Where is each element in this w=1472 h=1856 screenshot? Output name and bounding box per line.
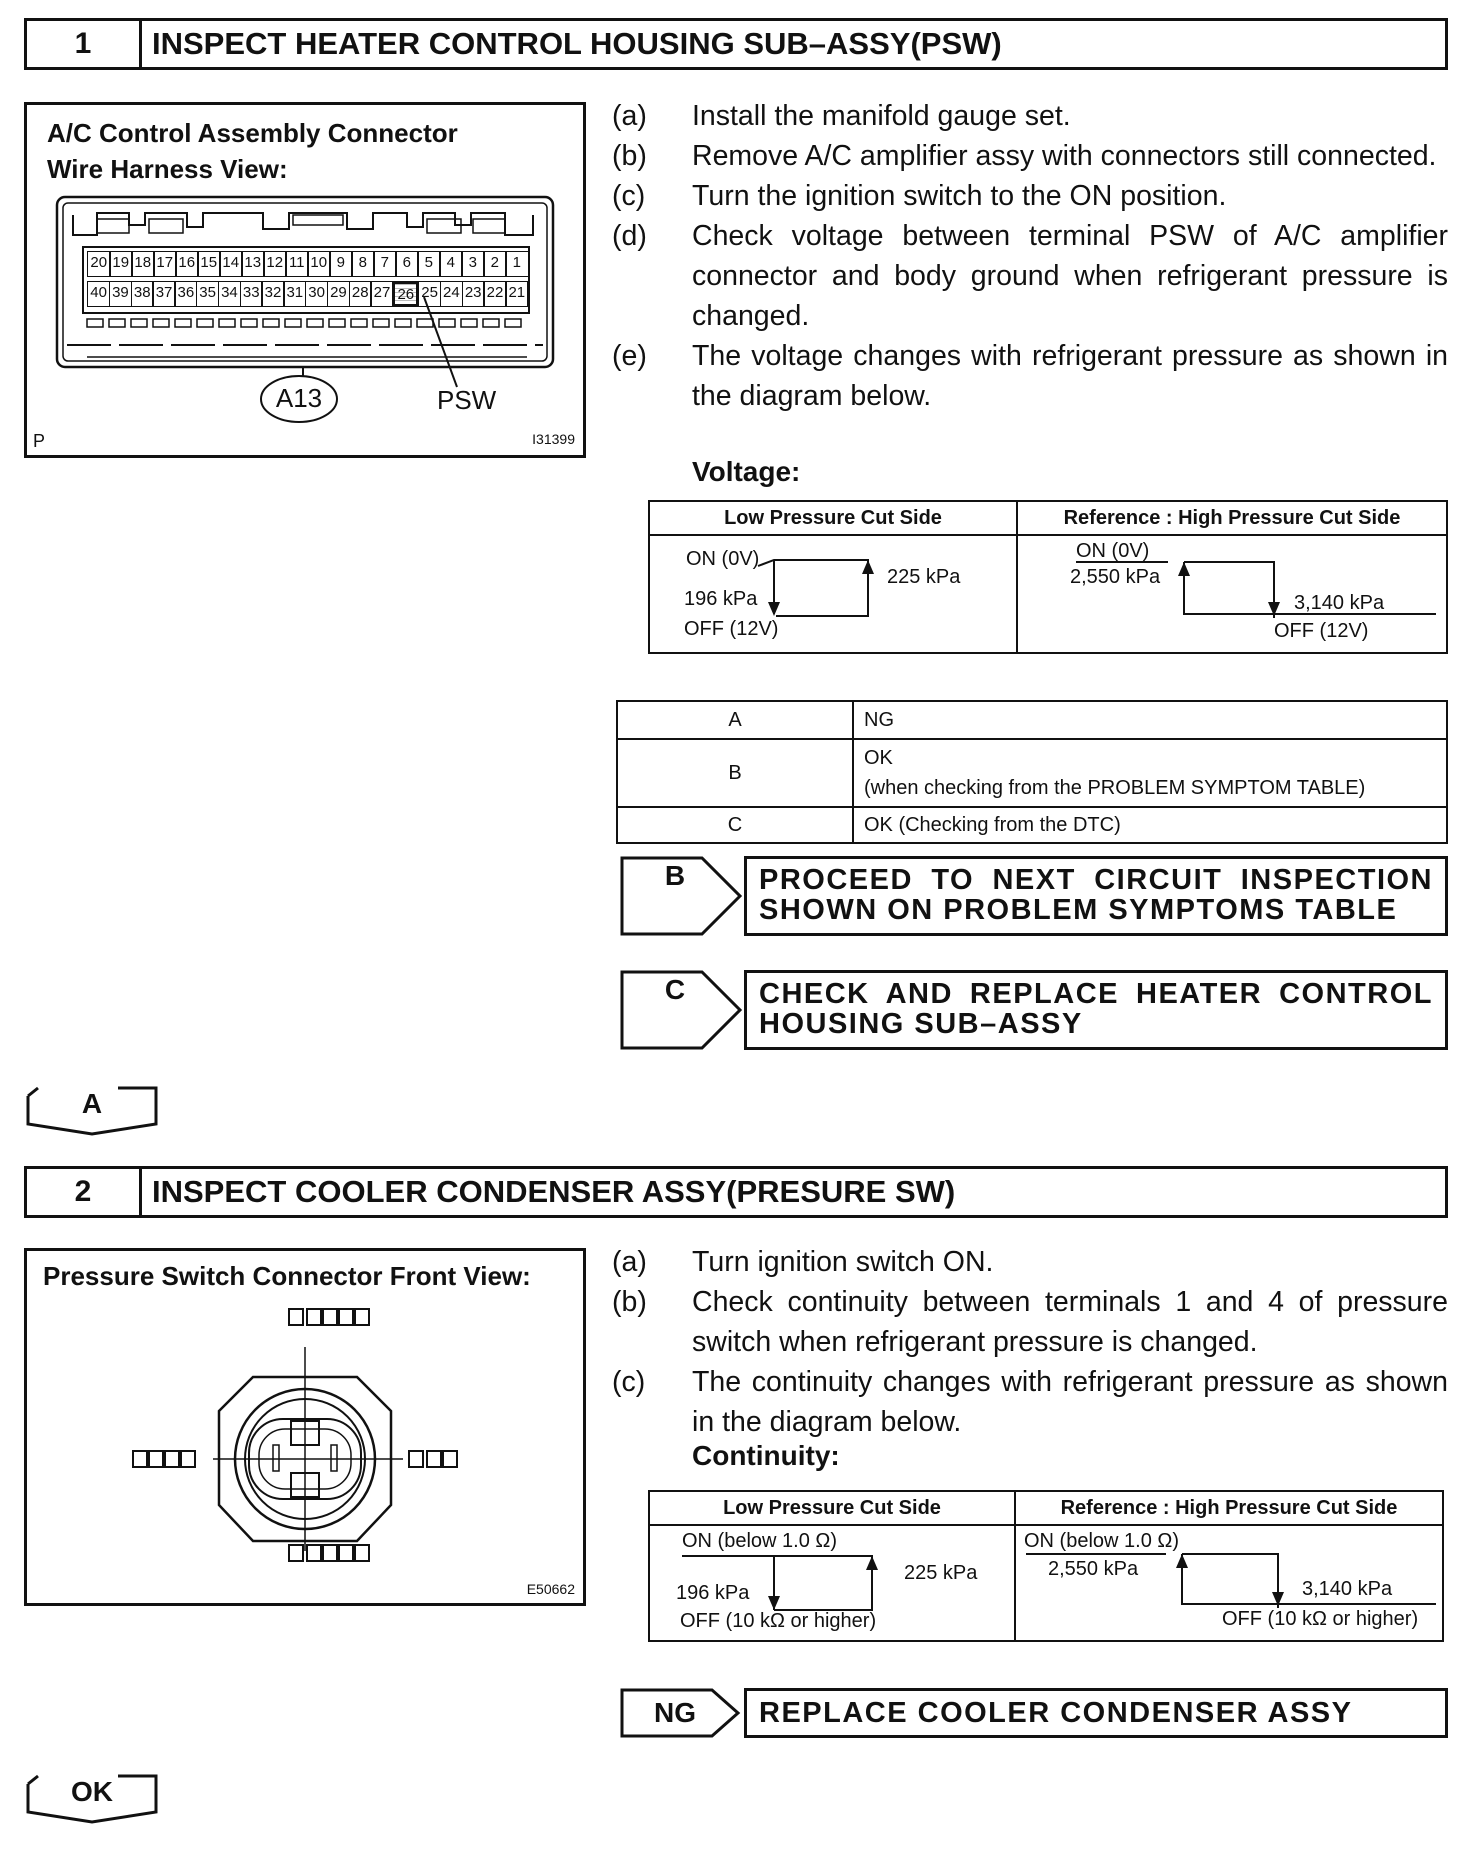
connector-pin: 6 [395, 251, 419, 277]
low-on-label: ON (below 1.0 Ω) [682, 1530, 837, 1552]
connector-pin: 12 [263, 251, 287, 277]
high-left-value: 2,550 kPa [1048, 1558, 1139, 1580]
connector-rib [329, 319, 345, 327]
low-rising-value: 225 kPa [887, 566, 961, 588]
high-off-label: OFF (10 kΩ or higher) [1222, 1608, 1419, 1630]
connector-rib [241, 319, 257, 327]
connector-rib [197, 319, 213, 327]
connector-rib [109, 319, 125, 327]
pressure-chart [648, 500, 1448, 654]
result-row: A NG [617, 701, 1447, 739]
low-falling-value: 196 kPa [676, 1582, 750, 1604]
connector-pin: 34 [218, 281, 241, 307]
connector-rib [483, 319, 499, 327]
connector-rib [505, 319, 521, 327]
corner-mark: P [33, 431, 46, 451]
action-result-label: NG [654, 1697, 696, 1728]
chart-caption: Continuity: [692, 1440, 840, 1471]
connector-pin: 19 [109, 251, 133, 277]
chart-header-right: Reference : High Pressure Cut Side [1015, 1491, 1443, 1525]
connector-pin-row-top [87, 251, 527, 277]
chart-cell-low [649, 1525, 1015, 1641]
figure-code: E50662 [526, 1581, 575, 1597]
chart-cell-high [1017, 535, 1447, 653]
connector-pin: 4 [439, 251, 463, 277]
procedure-step [612, 136, 1448, 176]
connector-pin: 14 [219, 251, 243, 277]
connector-figure [24, 102, 586, 458]
connector-pin: 5 [417, 251, 441, 277]
psw-label: PSW [437, 385, 497, 415]
connector-pin: 17 [153, 251, 177, 277]
low-on-label: ON (0V) [686, 548, 760, 570]
connector-pin: 35 [196, 281, 219, 307]
connector-rib [87, 319, 103, 327]
procedure-step-text: Install the manifold gauge set. [692, 100, 1071, 132]
procedure-step [612, 1282, 1448, 1362]
connector-pin: 24 [440, 281, 463, 307]
connector-rib [373, 319, 389, 327]
high-on-label: ON (below 1.0 Ω) [1024, 1530, 1179, 1552]
chart-header-left: Low Pressure Cut Side [649, 501, 1017, 535]
procedure-step [612, 1242, 1448, 1282]
step-title: INSPECT HEATER CONTROL HOUSING SUB–ASSY(PSW) [152, 26, 1002, 61]
connector-pin: 15 [197, 251, 221, 277]
high-right-value: 3,140 kPa [1302, 1578, 1393, 1600]
connector-pin: 20 [87, 251, 111, 277]
chart-caption: Voltage: [692, 456, 801, 487]
connector-pin: 23 [462, 281, 485, 307]
procedure-step-text: The continuity changes with refrigerant pressure as shown in the diagram below. [692, 1366, 1448, 1438]
continuity-chart [648, 1490, 1444, 1642]
chart-cell-high [1015, 1525, 1443, 1641]
step-number: 2 [27, 1169, 142, 1215]
procedure-step [612, 216, 1448, 336]
connector-rib [219, 319, 235, 327]
figure-title: Pressure Switch Connector Front View: [43, 1261, 531, 1291]
figure-code: I31399 [532, 431, 575, 447]
connector-pin: 30 [305, 281, 328, 307]
high-right-value: 3,140 kPa [1294, 592, 1385, 614]
high-off-label: OFF (12V) [1274, 620, 1369, 642]
procedure-step [612, 176, 1448, 216]
procedure-step [612, 1362, 1448, 1442]
procedure-step-label: (b) [612, 1286, 647, 1318]
chart-cell-low [649, 535, 1017, 653]
result-ok-badge: OK [24, 1772, 160, 1820]
step-2-header [24, 1166, 1448, 1218]
pressure-switch-figure [24, 1248, 586, 1606]
result-row: C OK (Checking from the DTC) [617, 807, 1447, 843]
step-number: 1 [27, 21, 142, 67]
procedure-step [612, 336, 1448, 416]
step-title: INSPECT COOLER CONDENSER ASSY(PRESURE SW) [152, 1174, 956, 1209]
connector-pin: 7 [373, 251, 397, 277]
procedure-step-label: (a) [612, 100, 647, 132]
high-hysteresis-loop [1018, 536, 1450, 652]
connector-pin: 1 [505, 251, 529, 277]
connector-pin: 18 [131, 251, 155, 277]
pressure-switch-diagram [27, 1251, 583, 1603]
procedure-list [612, 1242, 1448, 1442]
procedure-step-text: Turn the ignition switch to the ON position. [692, 180, 1227, 212]
connector-pin: 32 [261, 281, 284, 307]
connector-pin: 9 [329, 251, 353, 277]
procedure-step-text: Check continuity between terminals 1 and 4 of pressure switch when refrigerant pressure is changed. [692, 1286, 1448, 1358]
connector-pin: 36 [174, 281, 197, 307]
procedure-step-text: The voltage changes with refrigerant pressure as shown in the diagram below. [692, 340, 1448, 412]
connector-pin: 10 [307, 251, 331, 277]
connector-pin: 33 [240, 281, 263, 307]
high-on-label: ON (0V) [1076, 540, 1150, 562]
figure-title: A/C Control Assembly Connector Wire Harness View: [47, 118, 458, 184]
result-table [616, 700, 1448, 844]
result-row: B OK (when checking from the PROBLEM SYMPTOM TABLE) [617, 739, 1447, 807]
procedure-list [612, 96, 1448, 416]
connector-pin: 22 [483, 281, 506, 307]
connector-pin: 28 [349, 281, 372, 307]
high-left-value: 2,550 kPa [1070, 566, 1161, 588]
low-hysteresis-loop [650, 1526, 1014, 1640]
connector-pin: 29 [327, 281, 350, 307]
step-1-header [24, 18, 1448, 70]
connector-pin: 3 [461, 251, 485, 277]
action-instruction: CHECK AND REPLACE HEATER CONTROL HOUSING SUB–ASSY [744, 970, 1448, 1050]
connector-pin: 2 [483, 251, 507, 277]
action-ng [620, 1688, 1448, 1738]
connector-pin: 11 [285, 251, 309, 277]
chart-header-left: Low Pressure Cut Side [649, 1491, 1015, 1525]
action-result-label: C [664, 974, 686, 1005]
procedure-step-text: Check voltage between terminal PSW of A/C amplifier connector and body ground when refrigerant pressure is changed. [692, 220, 1448, 332]
connector-rib [439, 319, 455, 327]
connector-rib [131, 319, 147, 327]
connector-rib [263, 319, 279, 327]
connector-pin: 16 [175, 251, 199, 277]
action-instruction: PROCEED TO NEXT CIRCUIT INSPECTION SHOWN ON PROBLEM SYMPTOMS TABLE [744, 856, 1448, 936]
procedure-step-label: (c) [612, 180, 646, 212]
connector-rib [417, 319, 433, 327]
connector-pin: 31 [283, 281, 306, 307]
low-falling-value: 196 kPa [684, 588, 758, 610]
connector-pin: 25 [418, 281, 441, 307]
connector-rib [307, 319, 323, 327]
connector-pin-row-bottom [87, 281, 527, 307]
action-result-label: B [664, 860, 686, 891]
low-off-label: OFF (12V) [684, 618, 779, 640]
connector-pin: 26 [392, 281, 419, 307]
procedure-step-label: (e) [612, 340, 647, 372]
connector-rib [175, 319, 191, 327]
low-off-label: OFF (10 kΩ or higher) [680, 1610, 877, 1632]
action-b [620, 856, 1448, 936]
connector-pin: 8 [351, 251, 375, 277]
connector-id: A13 [275, 383, 323, 413]
connector-pin: 37 [152, 281, 175, 307]
connector-rib [285, 319, 301, 327]
low-rising-value: 225 kPa [904, 1562, 978, 1584]
connector-rib [461, 319, 477, 327]
chart-header-right: Reference : High Pressure Cut Side [1017, 501, 1447, 535]
connector-rib [395, 319, 411, 327]
connector-rib [351, 319, 367, 327]
connector-pin: 38 [131, 281, 154, 307]
result-a-badge: A [24, 1084, 160, 1132]
procedure-step-label: (d) [612, 220, 647, 252]
connector-pin: 21 [505, 281, 528, 307]
low-hysteresis-loop [650, 536, 1016, 652]
procedure-step-text: Remove A/C amplifier assy with connectors still connected. [692, 140, 1437, 172]
procedure-step-label: (a) [612, 1246, 647, 1278]
procedure-step-label: (c) [612, 1366, 646, 1398]
connector-pin: 27 [370, 281, 393, 307]
connector-pin: 13 [241, 251, 265, 277]
procedure-step-text: Turn ignition switch ON. [692, 1246, 994, 1278]
connector-pin: 40 [87, 281, 110, 307]
procedure-step [612, 96, 1448, 136]
high-hysteresis-loop [1016, 1526, 1446, 1640]
action-c [620, 970, 1448, 1050]
procedure-step-label: (b) [612, 140, 647, 172]
connector-rib [153, 319, 169, 327]
connector-pin: 39 [109, 281, 132, 307]
action-instruction: REPLACE COOLER CONDENSER ASSY [744, 1688, 1448, 1738]
